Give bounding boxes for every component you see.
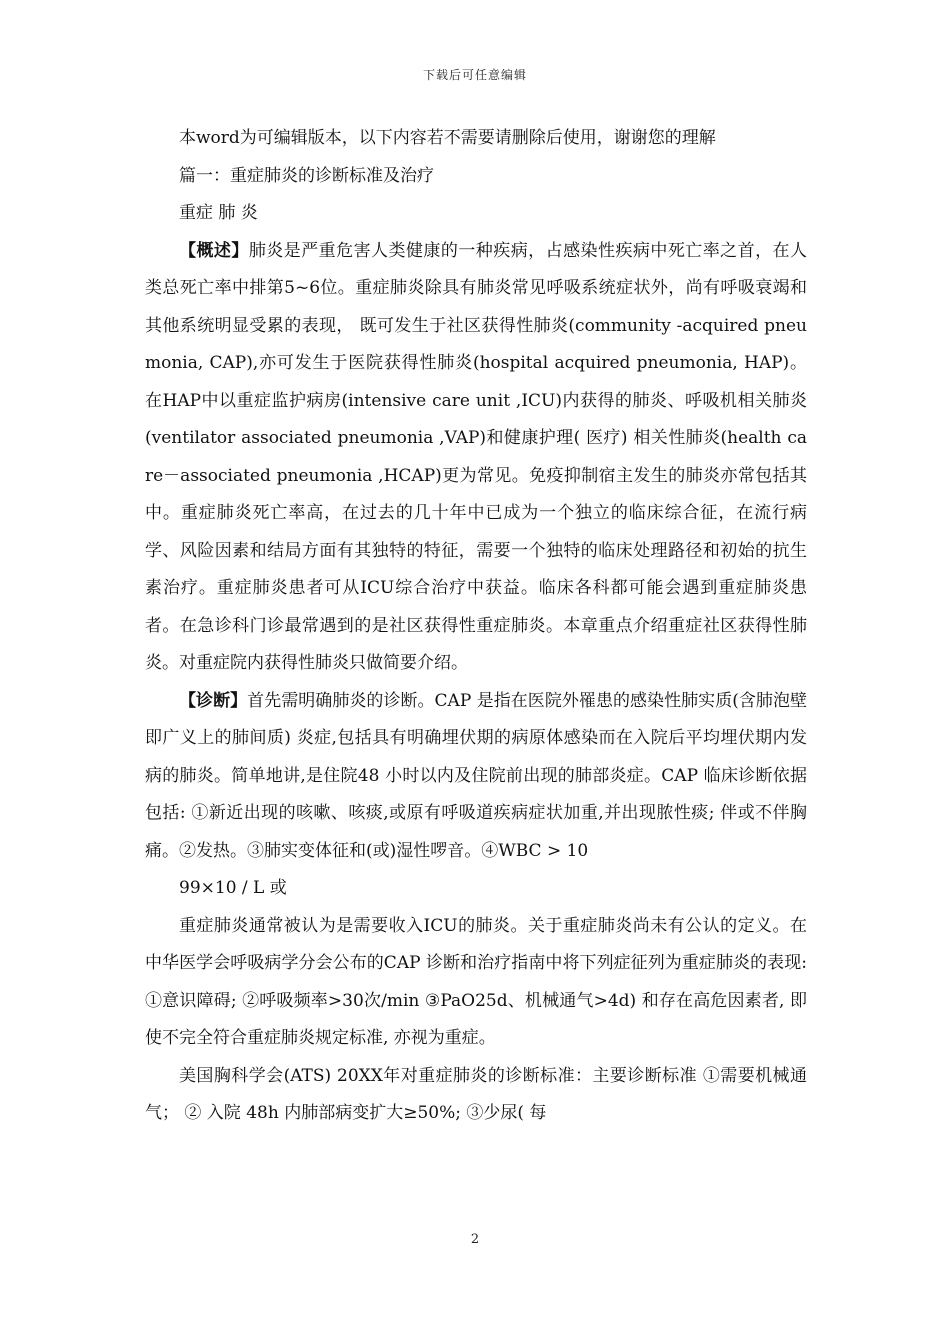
- document-body: [145, 120, 807, 1133]
- ats-criteria-paragraph: 美国胸科学会(ATS) 20XX年对重症肺炎的诊断标准：主要诊断标准 ①需要机械通气； ② 入院 48h 内肺部病变扩大≥50%; ③少尿( 每: [145, 1065, 807, 1123]
- severe-pneumonia-paragraph: 重症肺炎通常被认为是需要收入ICU的肺炎。关于重症肺炎尚未有公认的定义。在中华医学会呼吸病学分会公布的CAP 诊断和治疗指南中将下列症征列为重症肺炎的表现: ①意识障碍; ②呼吸频率>30次/min ③PaO25d、机械通气>4d) 和存在高危因素者, 即使不完全符合重症肺炎规定标准, 亦视为重症。: [145, 915, 807, 1048]
- page-header: 下载后可任意编辑: [422, 68, 527, 82]
- overview-label: 【概述】: [179, 240, 249, 261]
- page-number: 2: [470, 1232, 480, 1247]
- diagnosis-text: 首先需明确肺炎的诊断。CAP 是指在医院外罹患的感染性肺实质(含肺泡壁即广义上的肺间质) 炎症,包括具有明确埋伏期的病原体感染而在入院后平均埋伏期内发病的肺炎。简单地讲,是住院48 小时以内及住院前出现的肺部炎症。CAP 临床诊断依据包括: ①新近出现的咳嗽、咳痰,或原有呼吸道疾病症状加重,并出现脓性痰; 伴或不伴胸痛。②发热。③肺实变体征和(或)湿性啰音。④WBC > 10: [145, 690, 808, 861]
- editable-notice: 本word为可编辑版本，以下内容若不需要请删除后使用，谢谢您的理解: [179, 128, 716, 148]
- overview-paragraph: [145, 233, 807, 683]
- section-title: 重症 肺 炎: [179, 203, 258, 223]
- overview-text: 肺炎是严重危害人类健康的一种疾病，占感染性疾病中死亡率之首，在人类总死亡率中排第5~6位。重症肺炎除具有肺炎常见呼吸系统症状外，尚有呼吸衰竭和其他系统明显受累的表现， 既可发生于社区获得性肺炎(community -acquired pneumonia, CAP),亦可发生于医院获得性肺炎(hospital acquired pneumonia, HAP)。在HAP中以重症监护病房(intensive care unit ,ICU)内获得的肺炎、呼吸机相关肺炎(ventilator associated pneumonia ,VAP)和健康护理( 医疗) 相关性肺炎(health care－associated pneumonia ,HCAP)更为常见。免疫抑制宿主发生的肺炎亦常包括其中。重症肺炎死亡率高，在过去的几十年中已成为一个独立的临床综合征，在流行病学、风险因素和结局方面有其独特的特征，需要一个独特的临床处理路径和初始的抗生素治疗。重症肺炎患者可从ICU综合治疗中获益。临床各科都可能会遇到重症肺炎患者。在急诊科门诊最常遇到的是社区获得性重症肺炎。本章重点介绍重症社区获得性肺炎。对重症院内获得性肺炎只做简要介绍。: [145, 240, 808, 673]
- diagnosis-paragraph: [145, 683, 807, 871]
- formula-line: 99×10 / L 或: [179, 878, 287, 898]
- diagnosis-label: 【诊断】: [179, 690, 248, 711]
- chapter-title: 篇一：重症肺炎的诊断标准及治疗: [179, 165, 434, 186]
